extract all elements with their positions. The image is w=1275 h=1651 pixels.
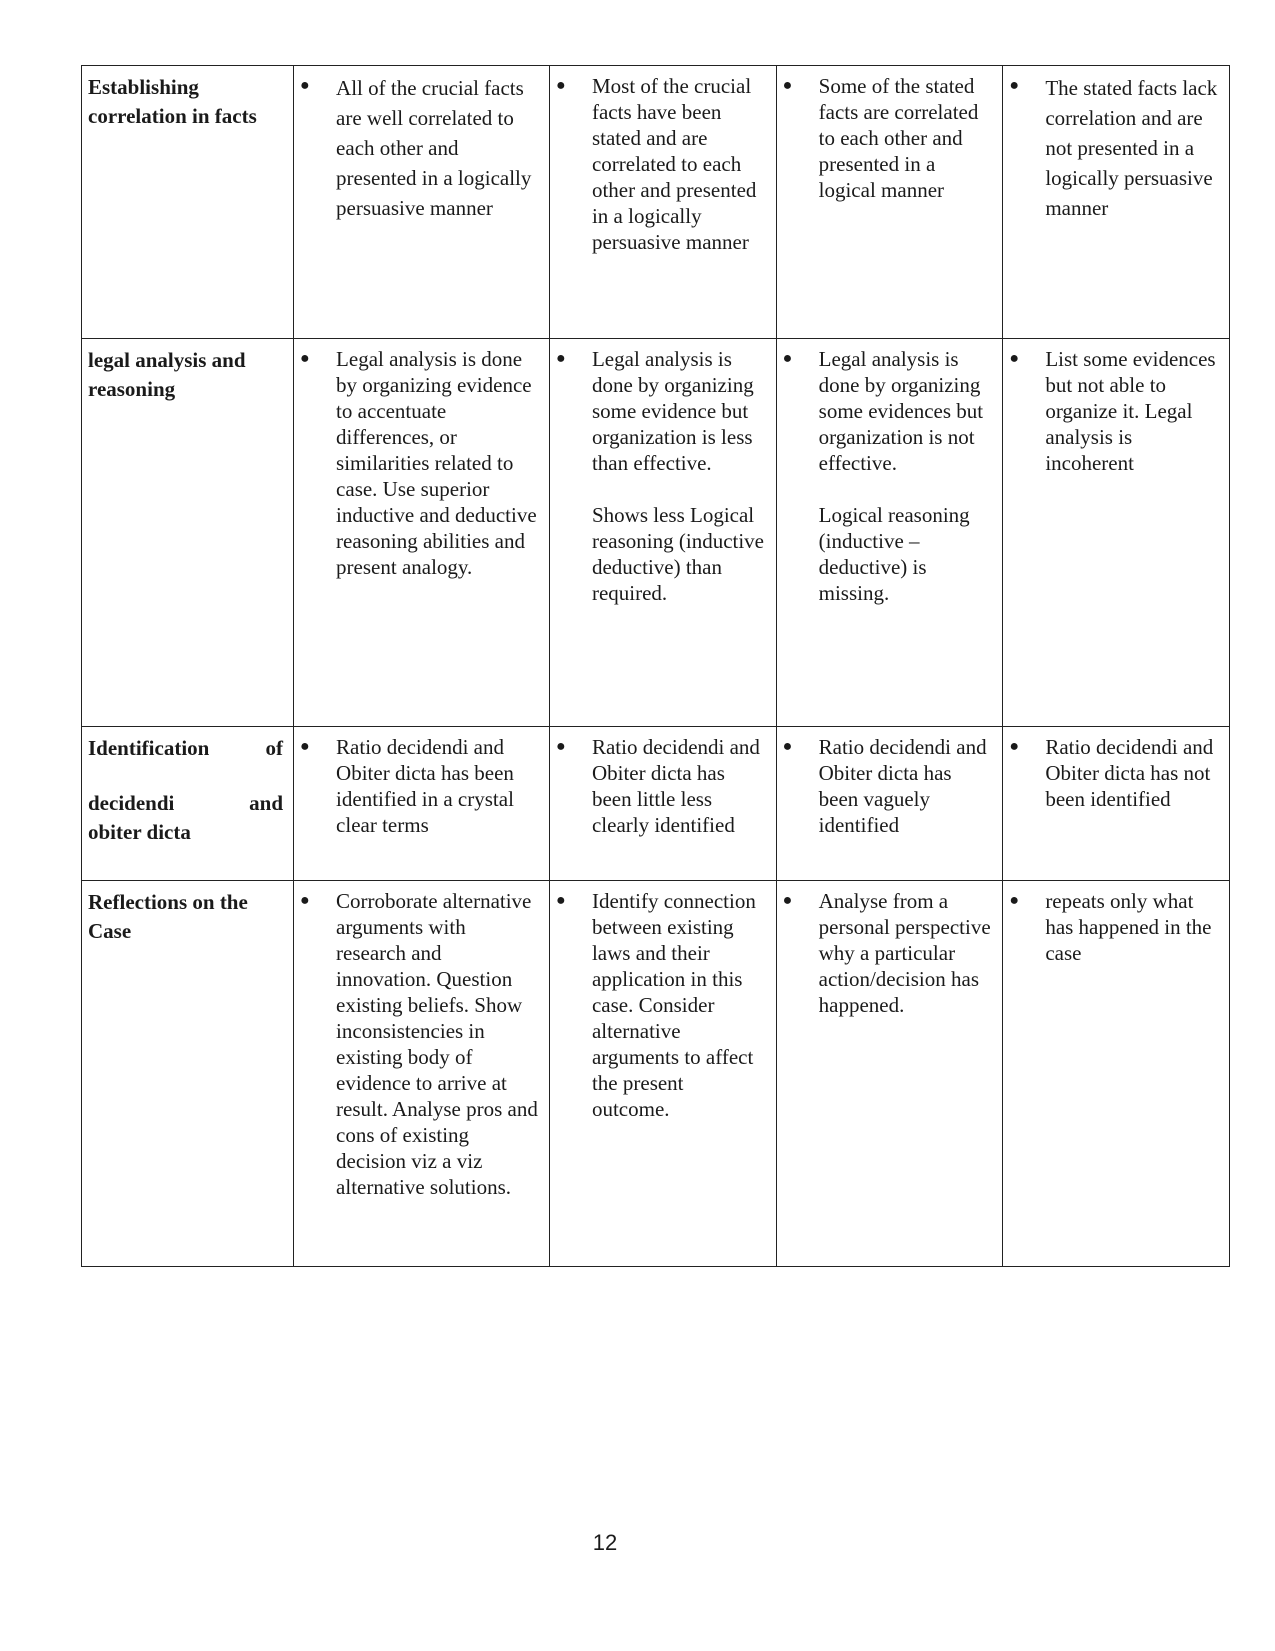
rating-text: Ratio decidendi and Obiter dicta has been vaguely identified xyxy=(818,735,987,837)
criterion-cell xyxy=(82,339,294,727)
bullet-icon: ● xyxy=(782,350,793,367)
table-row xyxy=(82,727,1230,881)
criterion-label: Establishing correlation in facts xyxy=(88,75,257,128)
rating-cell xyxy=(776,66,1003,339)
bullet-icon: ● xyxy=(300,892,310,909)
rating-cell xyxy=(1003,727,1230,881)
rating-text: Most of the crucial facts have been stated and are correlated to each other and presented in a logically persuasive manner xyxy=(591,74,757,254)
bullet-icon: ● xyxy=(555,738,566,755)
rating-cell xyxy=(549,66,776,339)
rating-cell xyxy=(549,727,776,881)
rating-text: Legal analysis is done by organizing some evidences but organization is not effective. xyxy=(818,347,984,475)
rubric-table xyxy=(81,65,1230,1267)
criterion-cell xyxy=(82,66,294,339)
bullet-icon: ● xyxy=(1009,77,1019,94)
rating-text: The stated facts lack correlation and are not presented in a logically persuasive manner xyxy=(1045,76,1218,220)
bullet-icon: ● xyxy=(300,738,310,755)
bullet-icon: ● xyxy=(782,77,793,94)
bullet-icon: ● xyxy=(300,77,310,94)
rating-text: Identify connection between existing laws and their application in this case. Consider alternative arguments to affect the present outcome. xyxy=(591,889,756,1121)
bullet-icon: ● xyxy=(782,738,793,755)
criterion-label: decidendi and xyxy=(88,791,284,815)
criterion-cell xyxy=(82,727,294,881)
bullet-icon: ● xyxy=(555,350,566,367)
bullet-icon: ● xyxy=(782,892,793,909)
table-row xyxy=(82,339,1230,727)
table-row xyxy=(82,66,1230,339)
bullet-icon: ● xyxy=(1009,738,1019,755)
bullet-icon: ● xyxy=(1009,350,1019,367)
rating-cell xyxy=(294,339,550,727)
page-number: 12 xyxy=(592,1530,618,1555)
bullet-icon: ● xyxy=(300,350,310,367)
rating-cell xyxy=(1003,881,1230,1267)
rating-cell xyxy=(294,881,550,1267)
rating-cell xyxy=(294,727,550,881)
criterion-cell xyxy=(82,881,294,1267)
bullet-icon: ● xyxy=(555,892,566,909)
criterion-label: legal analysis and reasoning xyxy=(88,348,246,401)
rating-cell xyxy=(294,66,550,339)
rating-cell xyxy=(1003,66,1230,339)
criterion-label: Identification of xyxy=(88,736,284,760)
table-row xyxy=(82,881,1230,1267)
rating-cell xyxy=(776,727,1003,881)
bullet-icon: ● xyxy=(555,77,566,94)
bullet-icon: ● xyxy=(1009,892,1019,909)
rating-text: Analyse from a personal perspective why a particular action/decision has happened. xyxy=(818,889,991,1017)
rating-text: Shows less Logical reasoning (inductive deductive) than required. xyxy=(591,503,764,605)
rating-text: Some of the stated facts are correlated to each other and presented in a logical manner xyxy=(818,74,979,202)
rating-cell xyxy=(549,339,776,727)
criterion-label: Reflections on the Case xyxy=(88,890,248,943)
rating-text: Ratio decidendi and Obiter dicta has not been identified xyxy=(1045,735,1214,811)
rating-text: Legal analysis is done by organizing evidence to accentuate differences, or similarities related to case. Use superior inductive and deductive reasoning abilities and present analogy. xyxy=(336,347,537,579)
rating-text: Ratio decidendi and Obiter dicta has been identified in a crystal clear terms xyxy=(336,735,514,837)
rating-text: Ratio decidendi and Obiter dicta has been little less clearly identified xyxy=(591,735,760,837)
rating-text: All of the crucial facts are well correlated to each other and presented in a logically persuasive manner xyxy=(336,76,532,220)
rating-cell xyxy=(549,881,776,1267)
rating-text: repeats only what has happened in the case xyxy=(1045,889,1212,965)
rating-text: List some evidences but not able to organize it. Legal analysis is incoherent xyxy=(1045,347,1216,475)
rating-cell xyxy=(776,339,1003,727)
rating-text: Legal analysis is done by organizing some evidence but organization is less than effective. xyxy=(591,347,754,475)
rating-cell xyxy=(776,881,1003,1267)
rating-cell xyxy=(1003,339,1230,727)
criterion-label: obiter dicta xyxy=(88,820,191,844)
rating-text: Logical reasoning (inductive – deductive) is missing. xyxy=(818,503,970,605)
rating-text: Corroborate alternative arguments with research and innovation. Question existing beliefs. Show inconsistencies in existing body of evidence to arrive at result. Analyse pros and cons of existing decision viz a viz alternative solutions. xyxy=(336,889,538,1199)
